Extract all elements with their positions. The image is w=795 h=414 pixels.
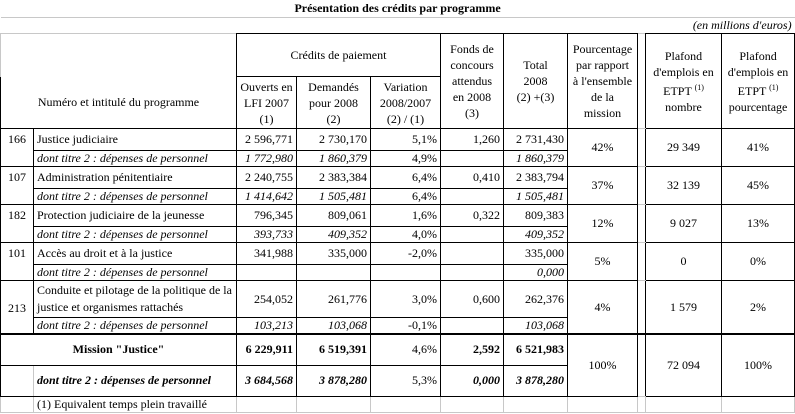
fonds-value: [441, 243, 504, 265]
empty-cell: [1, 396, 34, 412]
fonds-value: [441, 227, 504, 243]
variation-value: 5,1%: [371, 129, 441, 151]
pourcentage-value: 42%: [568, 129, 638, 167]
table-title: Présentation des crédits par programme: [1, 0, 795, 18]
program-name: Administration pénitentiaire: [34, 167, 237, 189]
etpt-pct-value: 0%: [722, 243, 795, 281]
demandes-value: 809,061: [297, 205, 371, 227]
header-total: Total 2008 (2) +(3): [504, 34, 568, 129]
column-gap: [638, 334, 646, 396]
demandes-value: 1 505,481: [297, 189, 371, 205]
etpt-pct-value: 2%: [722, 281, 795, 335]
program-number: 213: [1, 281, 34, 335]
ouverts-value: 103,213: [237, 318, 297, 335]
fonds-value: 2,592: [441, 334, 504, 365]
column-gap: [638, 167, 646, 205]
pourcentage-value: 37%: [568, 167, 638, 205]
etpt-value: 32 139: [646, 167, 722, 205]
demandes-value: 2 383,384: [297, 167, 371, 189]
ouverts-value: 393,733: [237, 227, 297, 243]
mission-row: [1, 334, 795, 365]
personnel-label: dont titre 2 : dépenses de personnel: [34, 318, 237, 335]
table-row: [1, 205, 795, 227]
fonds-value: 0,410: [441, 167, 504, 189]
pourcentage-value: 12%: [568, 205, 638, 243]
demandes-value: 1 860,379: [297, 151, 371, 167]
total-value: 103,068: [504, 318, 568, 335]
ouverts-value: [237, 265, 297, 281]
demandes-value: 3 878,280: [297, 365, 371, 396]
program-name: Protection judiciaire de la jeunesse: [34, 205, 237, 227]
pourcentage-value: 5%: [568, 243, 638, 281]
column-gap: [638, 129, 646, 167]
total-value: 1 505,481: [504, 189, 568, 205]
etpt-value: 1 579: [646, 281, 722, 335]
table-row: [1, 243, 795, 265]
fonds-value: 0,322: [441, 205, 504, 227]
program-name: Justice judiciaire: [34, 129, 237, 151]
total-value: 2 383,794: [504, 167, 568, 189]
ouverts-value: 1 772,980: [237, 151, 297, 167]
column-gap: [638, 34, 646, 129]
header-demandes: Demandés pour 2008 (2): [297, 77, 371, 129]
header-ouverts: Ouverts en LFI 2007 (1): [237, 77, 297, 129]
total-value: 6 521,983: [504, 334, 568, 365]
personnel-label: dont titre 2 : dépenses de personnel: [34, 189, 237, 205]
column-gap: [638, 205, 646, 243]
variation-value: 4,6%: [371, 334, 441, 365]
mission-name: Mission "Justice": [1, 334, 237, 365]
ouverts-value: 254,052: [237, 281, 297, 318]
total-value: 2 731,430: [504, 129, 568, 151]
personnel-label: dont titre 2 : dépenses de personnel: [34, 227, 237, 243]
total-value: 1 860,379: [504, 151, 568, 167]
ouverts-value: 341,988: [237, 243, 297, 265]
fonds-value: 1,260: [441, 129, 504, 151]
etpt-pct-value: 13%: [722, 205, 795, 243]
total-value: 0,000: [504, 265, 568, 281]
variation-value: [371, 265, 441, 281]
variation-value: 4,0%: [371, 227, 441, 243]
header-plafond-pct: Plafond d'emplois en ETPT $^{(1)}$ pourcentage: [722, 34, 795, 129]
etpt-value: 72 094: [646, 334, 722, 396]
pourcentage-value: 100%: [568, 334, 638, 396]
ouverts-value: 3 684,568: [237, 365, 297, 396]
ouverts-value: 2 596,771: [237, 129, 297, 151]
personnel-label: dont titre 2 : dépenses de personnel: [34, 365, 237, 396]
header-plafond-nombre: Plafond d'emplois en ETPT $^{(1)}$ nombre: [646, 34, 722, 129]
demandes-value: [297, 265, 371, 281]
fonds-value: [441, 265, 504, 281]
header-program: Numéro et intitulé du programme: [1, 77, 237, 129]
total-value: 335,000: [504, 243, 568, 265]
table-row: [1, 167, 795, 189]
variation-value: 6,4%: [371, 167, 441, 189]
total-value: 409,352: [504, 227, 568, 243]
program-name: Accès au droit et à la justice: [34, 243, 237, 265]
etpt-value: 0: [646, 243, 722, 281]
pourcentage-value: 4%: [568, 281, 638, 335]
total-value: 3 878,280: [504, 365, 568, 396]
ouverts-value: 796,345: [237, 205, 297, 227]
column-gap: [638, 281, 646, 335]
fonds-value: [441, 189, 504, 205]
demandes-value: 409,352: [297, 227, 371, 243]
etpt-value: 9 027: [646, 205, 722, 243]
table-row: [1, 129, 795, 151]
variation-value: 4,9%: [371, 151, 441, 167]
program-name: Conduite et pilotage de la politique de la justice et organismes rattachés: [34, 281, 237, 318]
footnote: (1) Equivalent temps plein travaillé: [34, 396, 237, 412]
variation-value: -2,0%: [371, 243, 441, 265]
etpt-pct-value: 45%: [722, 167, 795, 205]
personnel-label: dont titre 2 : dépenses de personnel: [34, 151, 237, 167]
demandes-value: 103,068: [297, 318, 371, 335]
demandes-value: 2 730,170: [297, 129, 371, 151]
header-credits: Crédits de paiement: [237, 34, 441, 77]
ouverts-value: 1 414,642: [237, 189, 297, 205]
unit-label: (en millions d'euros): [692, 18, 792, 32]
fonds-value: 0,600: [441, 281, 504, 318]
variation-value: 3,0%: [371, 281, 441, 318]
header-fonds: Fonds de concours attendus en 2008 (3): [441, 34, 504, 129]
empty-cell: [1, 365, 34, 396]
fonds-value: [441, 318, 504, 335]
program-number: 101: [1, 243, 34, 281]
program-number: 107: [1, 167, 34, 205]
fonds-value: [441, 151, 504, 167]
etpt-pct-value: 100%: [722, 334, 795, 396]
personnel-label: dont titre 2 : dépenses de personnel: [34, 265, 237, 281]
demandes-value: 261,776: [297, 281, 371, 318]
variation-value: 1,6%: [371, 205, 441, 227]
total-value: 809,383: [504, 205, 568, 227]
demandes-value: 335,000: [297, 243, 371, 265]
etpt-pct-value: 41%: [722, 129, 795, 167]
column-gap: [638, 243, 646, 281]
etpt-value: 29 349: [646, 129, 722, 167]
ouverts-value: 6 229,911: [237, 334, 297, 365]
program-number: 182: [1, 205, 34, 243]
program-number: 166: [1, 129, 34, 167]
demandes-value: 6 519,391: [297, 334, 371, 365]
variation-value: 6,4%: [371, 189, 441, 205]
fonds-value: 0,000: [441, 365, 504, 396]
variation-value: -0,1%: [371, 318, 441, 335]
total-value: 262,376: [504, 281, 568, 318]
table-row: [1, 281, 795, 318]
header-variation: Variation 2008/2007 (2) / (1): [371, 77, 441, 129]
variation-value: 5,3%: [371, 365, 441, 396]
ouverts-value: 2 240,755: [237, 167, 297, 189]
header-pourcentage: Pourcentage par rapport à l'ensemble de la mission: [568, 34, 638, 129]
